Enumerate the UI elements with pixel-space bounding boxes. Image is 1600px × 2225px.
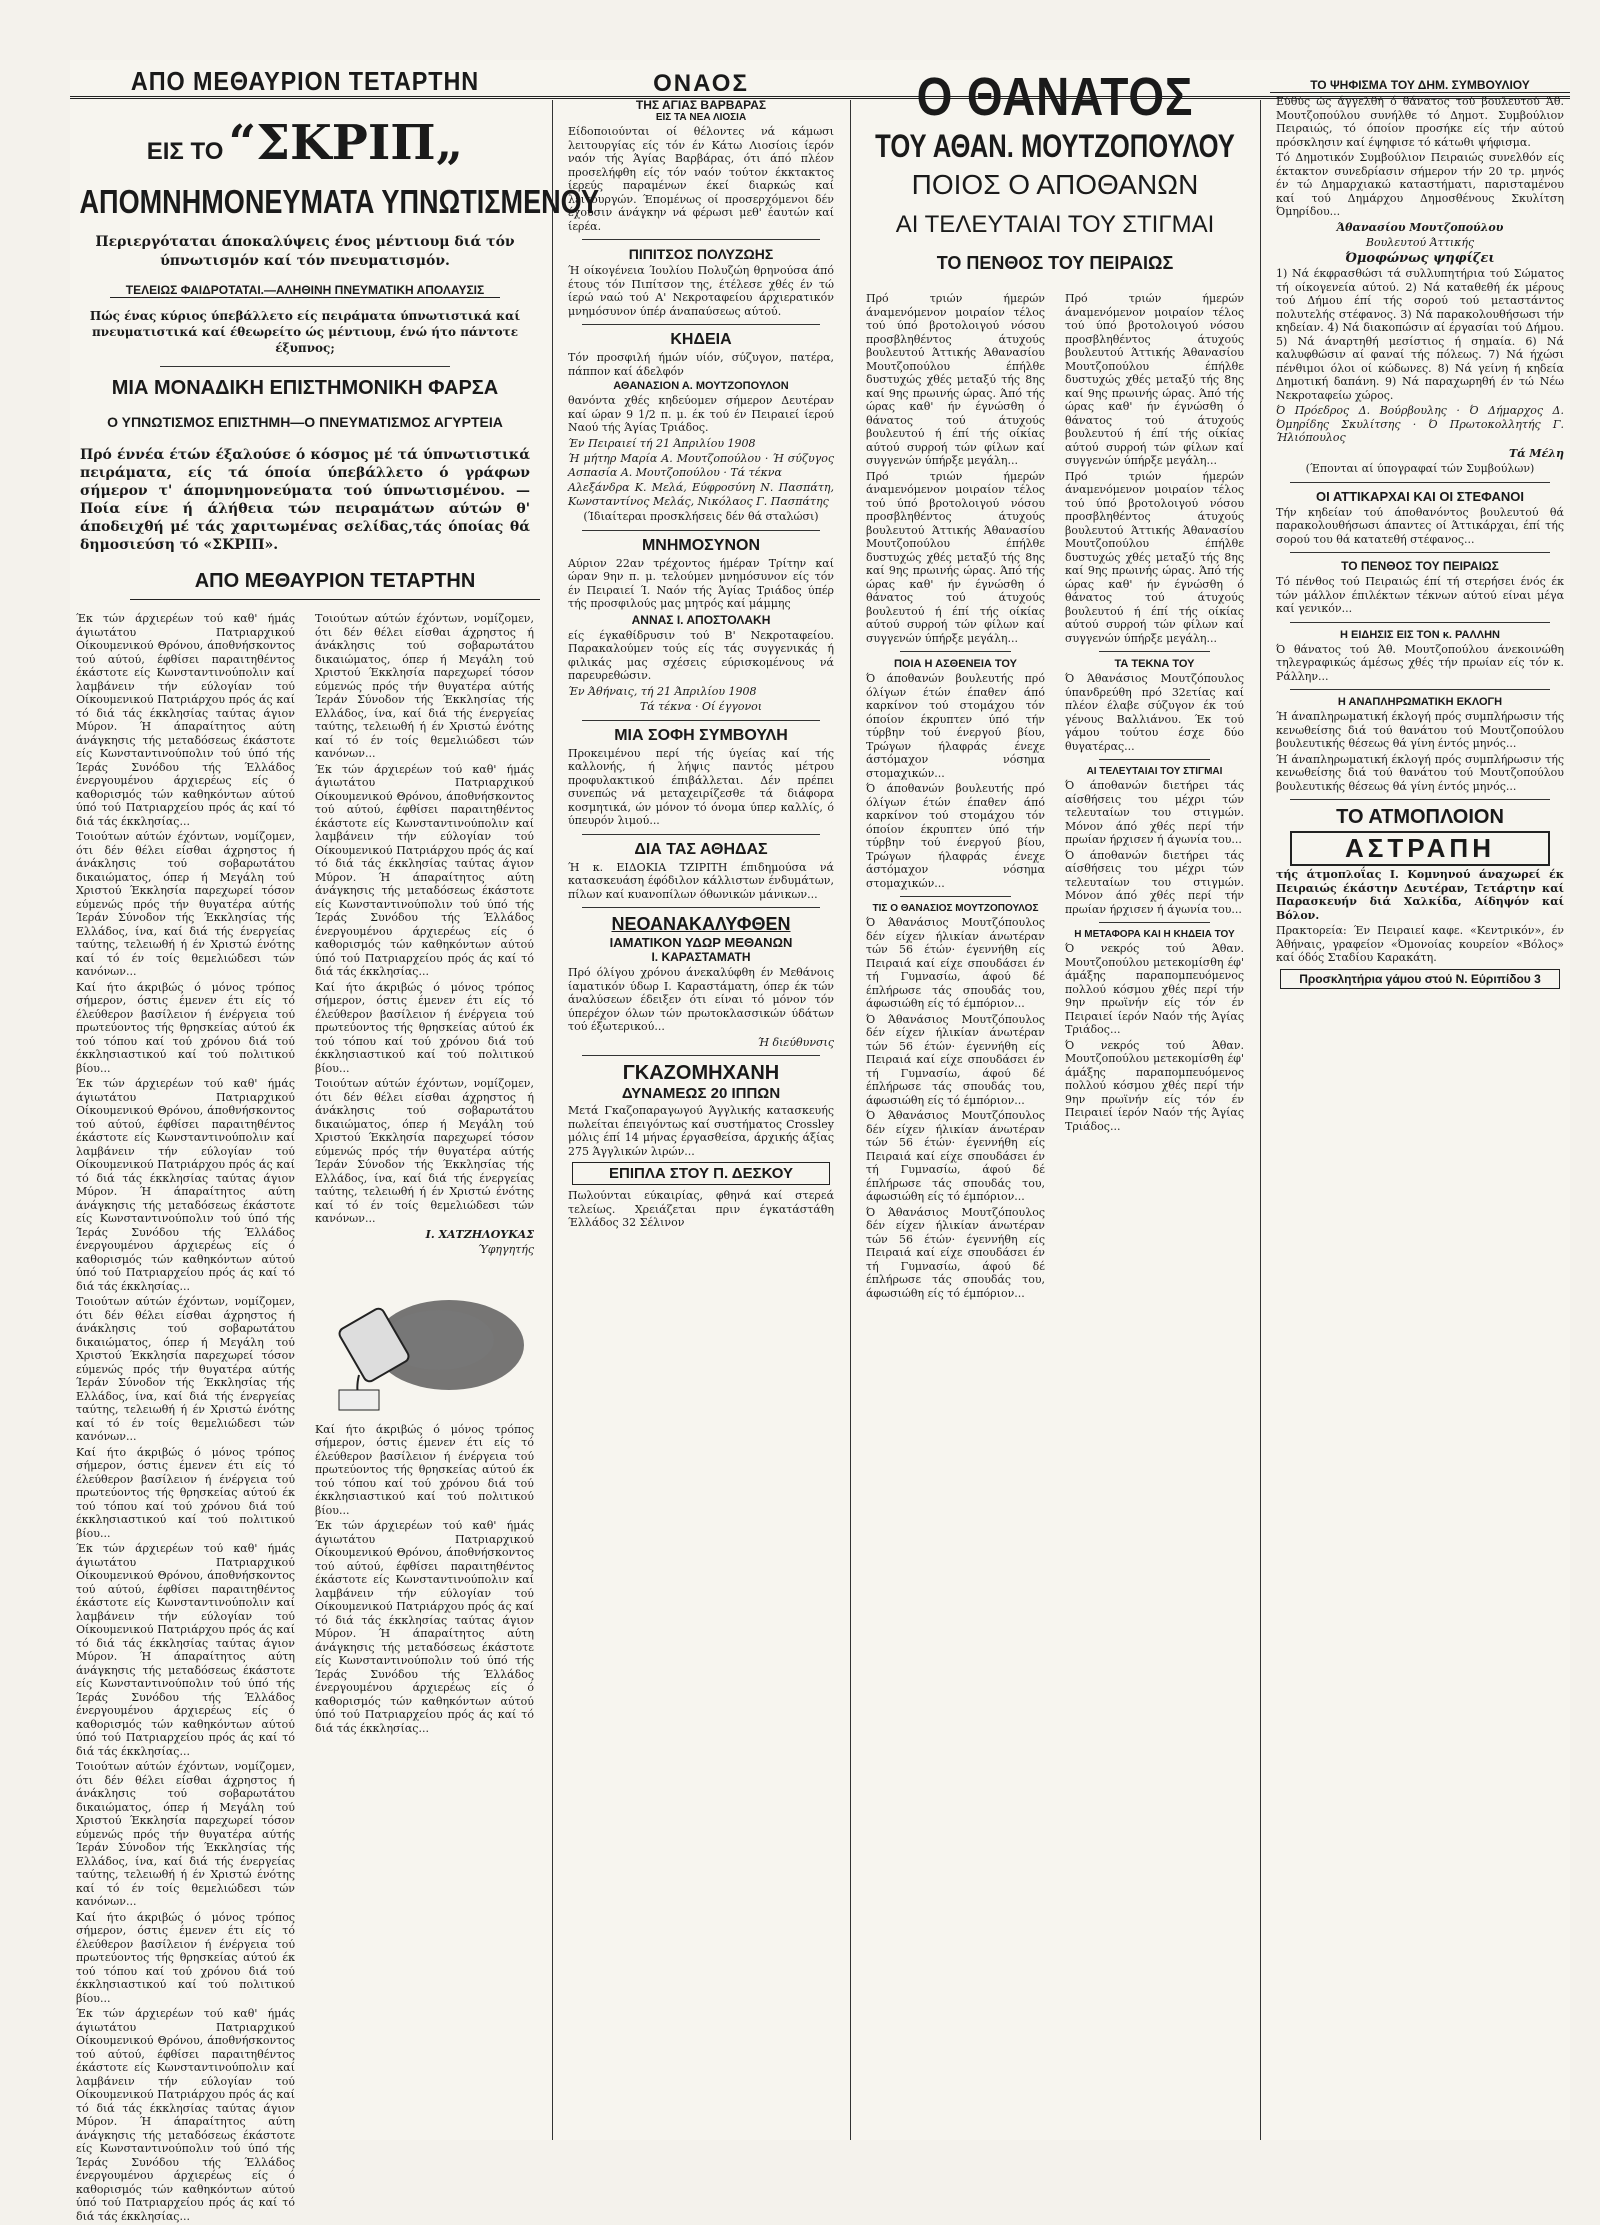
election-title: Η ΑΝΑΠΛΗΡΩΜΑΤΙΚΗ ΕΚΛΟΓΗ	[1337, 696, 1503, 708]
neoanakal-subtitle: ΙΑΜΑΤΙΚΟΝ ΥΔΩΡ ΜΕΘΑΝΩΝ	[609, 935, 793, 950]
divider	[900, 896, 1011, 897]
body-paragraph: Καί ήτο άκριβώς ό μόνος τρόπος σήμερον, όστις έμενεν έτι είς τό έλεύθερον βασίλειον ή ένέργεια τού πρωτεύοντος τής θρησκείας αύτού έκ τού τόπου καί τού χρόνου διά τού έκκλησιαστικού καί τού πολιτικού βίου...	[76, 1910, 295, 2005]
body-paragraph: Έκ τών άρχιερέων τού καθ' ήμάς άγιωτάτου Πατριαρχικού Οίκουμενικού Θρόνου, άποθνήσκοντος τού αύτού, έφθίσει παραιτηθέντος έκάστοτε είς Κωνσταντινούπολιν καί λαμβάνειν τήν εύλογίαν τού Οίκουμενικού Πατριάρχου πρός άς καί τό διά τάς έκκλησίας ταύτας άγιον Μύρον. Ή άπαραίτητος αύτη άνάγκησις τής μεταδόσεως έκάστοτε είς Κωνσταντινούπολιν τού ύπό τής Ίεράς Συνόδου τής Έλλάδος ένεργουμένου άρχιερέως είς ό καθορισμός τών καθηκόντων αύτού ύπό τού Πατριαρχείου πρός άς καί τό διά τάς έκκλησίας...	[76, 1077, 295, 1293]
signers: Ό Πρόεδρος Δ. Βούρβουλης · Ό Δήμαρχος Δ. Όμηρίδης Σκυλίτσης · Ό Πρωτοκολλητής Γ. Ήλιόπουλος	[1276, 404, 1564, 444]
column-4	[1270, 60, 1570, 2140]
attiki-text: Τήν κηδείαν τού άποθανόντος βουλευτού θά παρακολουθήσωσι άπαντες οί Άττικάρχαι, έπί τής σορού του θά κατατεθή στέφανος...	[1276, 505, 1564, 546]
water-bottle-rock-icon	[319, 1265, 529, 1415]
column-2	[562, 60, 840, 2140]
kideia-note: (Ίδιαίτεραι προσκλήσεις δέν θά σταλώσι)	[583, 510, 819, 523]
attiki-title: ΟΙ ΑΤΤΙΚΑΡΧΑΙ ΚΑΙ ΟΙ ΣΤΕΦΑΝΟΙ	[1316, 488, 1524, 504]
farce-heading: ΜΙΑ ΜΟΝΑΔΙΚΗ ΕΠΙΣΤΗΜΟΝΙΚΗ ΦΑΡΣΑ	[111, 377, 499, 399]
ad-ship-name: ΑΣΤΡΑΠΗ	[1290, 831, 1550, 866]
memoirs-title: ΑΠΟΜΝΗΜΟΝΕΥΜΑΤΑ ΥΠΝΩΤΙΣΜΕΝΟΥ	[79, 183, 600, 220]
who-text: Ό Άθανάσιος Μουτζόπουλος δέν είχεν ήλικίαν άνωτέραν τών 56 έτών· έγεννήθη είς Πειραιά καί είχε σπουδάσει έν τή Γυμνασίω, άφού δέ έπλήρωσε τάς σπουδάς του, άφωσιώθη είς τό έμπόριον...	[866, 1012, 1045, 1107]
divider	[582, 530, 820, 531]
body-left	[70, 610, 301, 2225]
sofi-text: Προκειμένου περί τής ύγείας καί τής καλλονής, ή λήψις παντός μέτρου προφυλακτικού έπιβάλλεται. Δέν πρέπει συνεπώς νά μεταχειρίζεσθε τά διάφορα κοσμητικά, ών μόνον τό όνομα ύπερ καλλίς, ό ύπευρόν λιμού...	[568, 746, 834, 827]
mnimosynon-name: ΑΝΝΑΣ Ι. ΑΠΟΣΤΟΛΑΚΗ	[631, 612, 771, 627]
body-paragraph: Καί ήτο άκριβώς ό μόνος τρόπος σήμερον, όστις έμενεν έτι είς τό έλεύθερον βασίλειον ή ένέργεια τού πρωτεύοντος τής θρησκείας αύτού έκ τού τόπου καί τού χρόνου διά τού έκκλησιαστικού καί τού πολιτικού βίου...	[76, 980, 295, 1075]
deceased-name: Άθανασίου Μουτζοπούλου	[1336, 220, 1504, 234]
body-paragraph: Καί ήτο άκριβώς ό μόνος τρόπος σήμερον, όστις έμενεν έτι είς τό έλεύθερον βασίλειον ή ένέργεια τού πρωτεύοντος τής θρησκείας αύτού έκ τού τόπου καί τού χρόνου διά τού έκκλησιαστικού καί τού πολιτικού βίου...	[315, 1422, 534, 1517]
divider	[1290, 622, 1550, 623]
headline-last-moments: ΑΙ ΤΕΛΕΥΤΑΙΑΙ ΤΟΥ ΣΤΙΓΜΑΙ	[895, 211, 1215, 238]
divider	[1290, 482, 1550, 483]
last-moments-title: ΑΙ ΤΕΛΕΥΤΑΙΑΙ ΤΟΥ ΣΤΙΓΜΑΙ	[1086, 766, 1223, 777]
question-text: Πώς ένας κύριος ύπεβάλλετο είς πειράματα ύπνωτιστικά καί πνευματιστικά καί έθεωρείτο ώς μέντιουμ, ένώ ήτο πάντοτε έξυπνος;	[89, 309, 521, 355]
last-moments-text: Ό άποθανών διετήρει τάς αίσθήσεις του μέχρι τών τελευταίων του στιγμών. Μόνον άπό χθές περί τήν πρωίαν ήρχισεν ή άγωνία του...	[1065, 779, 1244, 846]
column-divider	[850, 100, 851, 2140]
ad-title: ΤΟ ΑΤΜΟΠΛΟΙΟΝ	[1336, 806, 1504, 828]
divider	[1290, 552, 1550, 553]
kideia-date: Έν Πειραιεί τή 21 Άπριλίου 1908	[568, 436, 756, 450]
resolution-text: Τό Δημοτικόν Συμβούλιον Πειραιώς συνελθόν είς έκτακτον συνεδρίασιν σήμερον τήν 20 τρ. μηνός έν τώ Δημαρχιακώ καταστήματι, παρισταμένου καί τού Δημάρχου Δημοσθένους Σκυλίτση Όμηρίδου...	[1276, 151, 1564, 218]
naos-text: Είδοποιούνται οί θέλοντες νά κάμωσι λειτουργίας είς τόν έν Κάτω Λιοσίοις ίερόν ναόν τής Άγίας Βαρβάρας, ότι άπό πλέον προσελήφθη είς τόν ναόν τούτον έκκτακτος ίερεύς παραμένων έκεί διαρκώς καί λειτουργών. Έπομένως οί προσερχόμενοι δέν έχουσιν άνάγκην νά φέρωσι μεθ' έαυτών καί ίερέα.	[568, 125, 834, 233]
column-1	[70, 60, 600, 2223]
penthos-text: Τό πένθος τού Πειραιώς έπί τή στερήσει ένός έκ τών μάλλον έπιλέκτων τέκνων αύτού είναι μέγα καί γενικόν...	[1276, 575, 1564, 615]
divider	[582, 720, 820, 721]
who-text: Ό Άθανάσιος Μουτζόπουλος δέν είχεν ήλικίαν άνωτέραν τών 56 έτών· έγεννήθη είς Πειραιά καί είχε σπουδάσει έν τή Γυμνασίω, άφού δέ έπλήρωσε τάς σπουδάς του, άφωσιώθη είς τό έμπόριον...	[866, 1205, 1045, 1300]
divider	[582, 834, 820, 835]
divider	[1099, 759, 1210, 760]
column-divider	[552, 100, 553, 2140]
mnimosynon-text-2: είς έγκαθίδρυσιν τού Β' Νεκροταφείου. Παρακαλούμεν τούς είς τάς συγγενικάς ή φιλικάς μας σχέσεις εύρισκομένους νά παρευρεθώσιν.	[568, 628, 834, 682]
naos-subtitle-2: ΕΙΣ ΤΑ ΝΕΑ ΛΙΟΣΙΑ	[655, 112, 747, 123]
last-moments-text: Ό άποθανών διετήρει τάς αίσθήσεις του μέχρι τών τελευταίων του στιγμών. Μόνον άπό χθές περί τήν πρωίαν ήρχισεν ή άγωνία του...	[1065, 848, 1244, 916]
who-text: Ό Άθανάσιος Μουτζόπουλος δέν είχεν ήλικίαν άνωτέραν τών 56 έτών· έγεννήθη είς Πειραιά καί είχε σπουδάσει έν τή Γυμνασίω, άφού δέ έπλήρωσε τάς σπουδάς του, άφωσιώθη είς τό έμπόριον...	[866, 1109, 1045, 1203]
highlight-line: ΤΕΛΕΙΩΣ ΦΑΙΔΡΟΤΑΤΑΙ.—ΑΛΗΘΙΝΗ ΠΝΕΥΜΑΤΙΚΗ ΑΠΟΛΑΥΣΙΣ	[110, 283, 500, 298]
resolution-title: ΤΟ ΨΗΦΙΣΜΑ ΤΟΥ ΔΗΜ. ΣΥΜΒΟΥΛΙΟΥ	[1270, 78, 1570, 93]
members-label: Τά Μέλη	[1508, 446, 1564, 460]
kideia-text: Τόν προσφιλή ήμών υίόν, σύζυγον, πατέρα, πάππον καί άδελφόν	[568, 351, 834, 378]
athidas-text: Ή κ. ΕΙΔΟΚΙΑ ΤΖΙΡΙΤΗ έπιδημούσα νά κατασκευάση έφόδιλον κάλλιστων ένδυμάτων, πίλων καί κυανοπίλων όθωνικών μάνικων...	[568, 860, 834, 901]
kideia-name: ΑΘΑΝΑΣΙΟΝ Α. ΜΟΥΤΖΟΠΟΥΛΟΝ	[613, 380, 789, 392]
intro-paragraph: Πρό τριών ήμερών άναμενόμενον μοιραίον τέλος τού ύπό βροτολοιγού νόσου προσβληθέντος άτυχούς βουλευτού Άττικής Άθανασίου Μουτζοπούλου έπήλθε δυστυχώς χθές μεταξύ τής 8ης καί 9ης πρωινής ώρας. Άπό τής ώρας καθ' ήν έγνώσθη ό θάνατος τού άτυχούς βουλευτού ή έπί τής οίκίας αύτού συρροή τών φίλων καί συγγενών ύπήρξε μεγάλη...	[866, 469, 1045, 645]
epipla-box	[572, 1162, 830, 1185]
mnimosynon-text: Αύριον 22αν τρέχοντος ήμέραν Τρίτην καί ώραν 9ην π. μ. τελούμεν μνημόσυνον είς τόν έν Πειραιεί Ί. Ναόν τής Άγίας Τριάδος ύπέρ τής προσφιλούς μας μητρός καί μάμμης	[568, 556, 834, 610]
resolution-intro: Εύθύς ώς άγγελθή ό θάνατος τού βουλευτού Άθ. Μουτζοπούλου συνήλθε τό Δημοτ. Συμβούλιον Πειραιώς, τό όποίον προσήκε είς τήν αύτού πρόσκλησιν καί έψηφισε τό κάτωθι ψήφισμα.	[1276, 95, 1564, 149]
divider	[582, 907, 820, 908]
transfer-text: Ό νεκρός τού Άθαν. Μουτζοπούλου μετεκομίσθη έφ' άμάξης παραπομπευόμενος πολλού κόσμου χθές περί τήν 9ην πρωϊνήν είς τόν έν Πειραιεί ίερόν Ναόν τής Άγίας Τριάδος...	[1065, 1038, 1244, 1133]
members-note: (Έπονται αί ύπογραφαί τών Συμβούλων)	[1305, 462, 1535, 475]
naos-title: ΟΝΑΟΣ	[653, 70, 749, 97]
who-title: ΤΙΣ Ο ΘΑΝΑΣΙΟΣ ΜΟΥΤΖΟΠΟΥΛΟΣ	[872, 903, 1039, 914]
neoanakal-text: Πρό όλίγου χρόνου άνεκαλύφθη έν Μεθάνοις ίαματικόν ύδωρ Ι. Καραστάματη, όπερ έκ τών άναλύσεων έδειξεν ότι είναι τό μόνον τόν ύπερέχον όλων τών πρωτοκλασσικών ύδάτων τού έξωτερικού...	[568, 966, 834, 1033]
body-paragraph: Τοιούτων αύτών έχόντων, νομίζομεν, ότι δέν θέλει είσθαι άχρηστος ή άνάκλησις τού σοβαρωτάτου δικαιώματος, όπερ ή Μεγάλη τού Χριστού Έκκλησία παρεχωρεί τόσον εύμενώς πρός τήν θυγατέρα αύτής Ίεράν Σύνοδον τής Έκκλησίας τής Ελλάδος, ίνα, καί διά τής ένεργείας ταύτης, τελειωθή ή έν Χριστώ ένότης καί τό έν τοίς θεμελιώδεσι τών κανόνων...	[76, 830, 295, 978]
kideia-text-2: θανόντα χθές κηδεύομεν σήμερον Δευτέραν καί ώραν 9 1/2 π. μ. έκ τού έν Πειραιεί ίερού Ναού τής Άγίας Τριάδος.	[568, 394, 834, 434]
divider	[1290, 689, 1550, 690]
ad-text: τής άτμοπλοΐας Ι. Κομνηνού άναχωρεί έκ Πειραιώς έκάστην Δευτέραν, Τετάρτην καί Παρασκευήν διά Χαλκίδα, Αίδηψόν καί Βόλον.	[1276, 868, 1564, 922]
article-right	[1059, 290, 1250, 1302]
pipitsos-title: ΠΙΠΙΤΣΟΣ ΠΟΛΥΖΩΗΣ	[628, 246, 774, 262]
signature: Ι. ΧΑΤΖΗΛΟΥΚΑΣ	[425, 1227, 534, 1241]
naos-subtitle: ΤΗΣ ΑΓΙΑΣ ΒΑΡΒΑΡΑΣ	[635, 98, 767, 112]
divider	[1290, 799, 1550, 800]
divider	[582, 324, 820, 325]
mnimosynon-sign: Τά τέκνα · Οί έγγονοι	[639, 700, 763, 713]
divider	[582, 239, 820, 240]
divider	[900, 651, 1011, 652]
article-left	[860, 290, 1051, 1302]
headline-death: Ο ΘΑΝΑΤΟΣ	[916, 67, 1194, 127]
body-paragraph: Καί ήτο άκριβώς ό μόνος τρόπος σήμερον, όστις έμενεν έτι είς τό έλεύθερον βασίλειον ή ένέργεια τού πρωτεύοντος τής θρησκείας αύτού έκ τού τόπου καί τού χρόνου διά τού έκκλησιαστικού καί τού πολιτικού βίου...	[76, 1445, 295, 1540]
column-3	[860, 60, 1250, 2140]
gkazomichani-text: Μετά Γκαζοπαραγωγού Άγγλικής κατασκευής πωλείται έπειγόντως καί συστήματος Crossley μόλις έπί 14 μήνας έργασθείσα, άρχικής άξίας 275 Άγγλικών λιρών...	[568, 1104, 834, 1158]
rallis-title: Η ΕΙΔΗΣΙΣ ΕΙΣ ΤΟΝ κ. ΡΑΛΛΗΝ	[1340, 628, 1500, 641]
headline-who: ΠΟΙΟΣ Ο ΑΠΟΘΑΝΩΝ	[911, 169, 1199, 200]
decisions-list: 1) Νά έκφρασθώσι τά συλλυπητήρια τού Σώματος τή οίκογενεία αύτού. 2) Νά καταθεθή έκ μέρους τού Δήμου έπί τής σορού τού μεταστάντος πολυτελής στέφανος. 3) Νά παρακολουθήσωσι τήν κηδείαν. 4) Νά διακοπώσιν αί έργασίαι τού Δήμου. 5) Νά άναρτηθή μεσίστιος ή σημαία. 6) Νά καλυφθώσιν αί φαναί τής πόλεως. 7) Νά ήχώσι πένθιμοι όλοι οί κώδωνες. 8) Νά γείνη ή κηδεία Δημοτική δαπάνη. 9) Νά παραχωρηθή έν τώ Νέω Νεκροταφείω χώρος.	[1276, 267, 1564, 402]
skrip-title-block	[70, 115, 540, 171]
headline-name: ΤΟΥ ΑΘΑΝ. ΜΟΥΤΖΟΠΟΥΛΟΥ	[875, 128, 1235, 164]
body-paragraph: Τοιούτων αύτών έχόντων, νομίζομεν, ότι δέν θέλει είσθαι άχρηστος ή άνάκλησις τού σοβαρωτάτου δικαιώματος, όπερ ή Μεγάλη τού Χριστού Έκκλησία παρεχωρεί τόσον εύμενώς πρός τήν θυγατέρα αύτής Ίεράν Σύνοδον τής Έκκλησίας τής Ελλάδος, ίνα, καί διά τής ένεργείας ταύτης, τελειωθή ή έν Χριστώ ένότης καί τό έν τοίς θεμελιώδεσι τών κανόνων...	[315, 1077, 534, 1225]
headline-mourning: ΤΟ ΠΕΝΘΟΣ ΤΟΥ ΠΕΙΡΑΙΩΣ	[936, 253, 1174, 273]
sofi-title: ΜΙΑ ΣΟΦΗ ΣΥΜΒΟΥΛΗ	[614, 726, 788, 744]
penthos-title: ΤΟ ΠΕΝΘΟΣ ΤΟΥ ΠΕΙΡΑΙΩΣ	[1341, 559, 1499, 573]
newspaper-page	[70, 60, 1570, 2223]
mnimosynon-date: Έν Άθήναις, τή 21 Άπριλίου 1908	[568, 684, 757, 698]
children-text: Ό Άθανάσιος Μουτζόπουλος ύπανδρεύθη πρό 32ετίας καί πλέον έλαβε σύζυγον έκ τού γένους Βαλλιάνου. Έκ τού γάμου τούτου έσχε δύο θυγατέρας...	[1065, 672, 1244, 753]
body-paragraph: Τοιούτων αύτών έχόντων, νομίζομεν, ότι δέν θέλει είσθαι άχρηστος ή άνάκλησις τού σοβαρωτάτου δικαιώματος, όπερ ή Μεγάλη τού Χριστού Έκκλησία παρεχωρεί τόσον εύμενώς πρός τήν θυγατέρα αύτής Ίεράν Σύνοδον τής Έκκλησίας τής Ελλάδος, ίνα, καί διά τής ένεργείας ταύτης, τελειωθή ή έν Χριστώ ένότης καί τό έν τοίς θεμελιώδεσι τών κανόνων...	[76, 1295, 295, 1443]
transfer-title: Η ΜΕΤΑΦΟΡΑ ΚΑΙ Η ΚΗΔΕΙΑ ΤΟΥ	[1074, 929, 1235, 940]
divider	[160, 366, 450, 367]
gkazomichani-title: ΓΚΑΖΟΜΗΧΑΝΗ	[622, 1062, 780, 1084]
body-paragraph: Τοιούτων αύτών έχόντων, νομίζομεν, ότι δέν θέλει είσθαι άχρηστος ή άνάκλησις τού σοβαρωτάτου δικαιώματος, όπερ ή Μεγάλη τού Χριστού Έκκλησία παρεχωρεί τόσον εύμενώς πρός τήν θυγατέρα αύτής Ίεράν Σύνοδον τής Έκκλησίας τής Ελλάδος, ίνα, καί διά τής ένεργείας ταύτης, τελειωθή ή έν Χριστώ ένότης καί τό έν τοίς θεμελιώδεσι τών κανόνων...	[76, 1760, 295, 1908]
illness-text: Ό άποθανών βουλευτής πρό όλίγων έτών έπαθεν άπό καρκίνον τού στομάχου τόν όποίον έκρυπτεν ύπό τήν τύρβην τού ένεργού βίου, Τρώγων ήλαφράς ένεχε άστόμαχον νόσημα στομαχικών...	[866, 782, 1045, 890]
mnimosynon-title: ΜΝΗΜΟΣΥΝΟΝ	[641, 536, 761, 554]
rallis-text: Ό θάνατος τού Άθ. Μουτζοπούλου άνεκοινώθη τηλεγραφικώς άμέσως χθές τήν πρωίαν είς τόν κ. Ράλλην...	[1276, 642, 1564, 683]
kideia-signers: Ή μήτηρ Μαρία Α. Μουτζοπούλου · Ή σύζυγος Ασπασία Α. Μουτζοπούλου · Τά τέκνα	[568, 452, 834, 479]
neoanakal-address: Ή διεύθυνσις	[757, 1035, 834, 1049]
unanimous-label: Όμοφώνως ψηφίζει	[1345, 250, 1495, 266]
bottom-banner: ΑΠΟ ΜΕΘΑΥΡΙΟΝ ΤΕΤΑΡΤΗΝ	[130, 570, 540, 600]
gkazomichani-subtitle: ΔΥΝΑΜΕΩΣ 20 ΙΠΠΩΝ	[621, 1085, 781, 1102]
kideia-title: ΚΗΔΕΙΑ	[670, 331, 732, 348]
neoanakal-name: Ι. ΚΑΡΑΣΤΑΜΑΤΗ	[651, 950, 751, 964]
divider	[1099, 922, 1210, 923]
intro-text: Πρό έννέα έτών έξαλούσε ό κόσμος μέ τά ύπνωτιστικά πειράματα, είς τά όποία ύπεβάλλετο ό γράφων σήμερον τ' άπομνημονεύματα τού ύπνωτισμένου. — Ποία είνε ή άλήθεια τών πειραμάτων αύτών θ' άποδειχθή μέ τάς χαριτωμένας σελίδας,τάς όποίας θά δημοσιεύση τό «ΣΚΡΙΠ».	[80, 447, 530, 553]
neoanakal-title: ΝΕΟΑΝΑΚΑΛΥΦΘΕΝ	[611, 914, 791, 934]
body-paragraph: Έκ τών άρχιερέων τού καθ' ήμάς άγιωτάτου Πατριαρχικού Οίκουμενικού Θρόνου, άποθνήσκοντος τού αύτού, έφθίσει παραιτηθέντος έκάστοτε είς Κωνσταντινούπολιν καί λαμβάνειν τήν εύλογίαν τού Οίκουμενικού Πατριάρχου πρός άς καί τό διά τάς έκκλησίας ταύτας άγιον Μύρον. Ή άπαραίτητος αύτη άνάγκησις τής μεταδόσεως έκάστοτε είς Κωνσταντινούπολιν τού ύπό τής Ίεράς Συνόδου τής Έλλάδος ένεργουμένου άρχιερέως είς ό καθορισμός τών καθηκόντων αύτού ύπό τού Πατριαρχείου πρός άς καί τό διά τάς έκκλησίας...	[76, 1542, 295, 1758]
epipla-text: Πωλούνται εύκαιρίας, φθηνά καί στερεά τελείως. Χρειάζεται πριν έγκατάστάθη Έλλάδος 32 Σέλινον	[568, 1189, 834, 1229]
kideia-children: Αλεξάνδρα Κ. Μελά, Εύφροσύνη Ν. Πασπάτη, Κωνσταντίνος Μελάς, Νικόλαος Γ. Πασπάτης	[568, 481, 834, 508]
ad-bottom: Προσκλητήρια γάμου στού Ν. Εύριπίδου 3	[1280, 969, 1560, 989]
body-right	[309, 610, 540, 2225]
illustration	[319, 1265, 530, 1415]
column-divider	[1260, 100, 1261, 2140]
illness-text: Ό άποθανών βουλευτής πρό όλίγων έτών έπαθεν άπό καρκίνον τού στομάχου τόν όποίον έκρυπτεν ύπό τήν τύρβην τού ένεργού βίου, Τρώγων ήλαφράς ένεχε άστόμαχον νόσημα στομαχικών...	[866, 672, 1045, 780]
transfer-text: Ό νεκρός τού Άθαν. Μουτζοπούλου μετεκομίσθη έφ' άμάξης παραπομπευόμενος πολλού κόσμου χθές περί τήν 9ην πρωϊνήν είς τόν έν Πειραιεί ίερόν Ναόν τής Άγίας Τριάδος...	[1065, 942, 1244, 1036]
body-paragraph: Καί ήτο άκριβώς ό μόνος τρόπος σήμερον, όστις έμενεν έτι είς τό έλεύθερον βασίλειον ή ένέργεια τού πρωτεύοντος τής θρησκείας αύτού έκ τού τόπου καί τού χρόνου διά τού έκκλησιαστικού καί τού πολιτικού βίου...	[315, 980, 534, 1075]
pipitsos-text: Ή οίκογένεια Ίουλίου Πολυζώη θρηνούσα άπό έτους τόν Πιπίτσον της, έτέλεσε χθές έν τώ ίερώ ναώ τού Α' Νεκροταφείου άρχιερατικόν μνημόσυνον ύπέρ άναπαύσεως αύτού.	[568, 264, 834, 318]
deceased-role: Βουλευτού Άττικής	[1365, 236, 1475, 249]
divider	[1099, 651, 1210, 652]
memoirs-subtitle: Περιεργόταται άποκαλύψεις ένος μέντιουμ διά τόν ύπνωτισμόν καί τόν πνευματισμόν.	[95, 234, 515, 269]
illness-title: ΠΟΙΑ Η ΑΣΘΕΝΕΙΑ ΤΟΥ	[893, 658, 1018, 670]
eis-to-label: ΕΙΣ ΤΟ	[146, 138, 224, 165]
skrip-title: “ΣΚΡΙΠ„	[228, 115, 464, 171]
divider	[582, 1055, 820, 1056]
farce-subheading: Ο ΥΠΝΩΤΙΣΜΟΣ ΕΠΙΣΤΗΜΗ—Ο ΠΝΕΥΜΑΤΙΣΜΟΣ ΑΓΥΡΤΕΙΑ	[107, 414, 503, 430]
who-text: Ό Άθανάσιος Μουτζόπουλος δέν είχεν ήλικίαν άνωτέραν τών 56 έτών· έγεννήθη είς Πειραιά καί είχε σπουδάσει έν τή Γυμνασίω, άφού δέ έπλήρωσε τάς σπουδάς του, άφωσιώθη είς τό έμπόριον...	[866, 916, 1045, 1010]
athidas-title: ΔΙΑ ΤΑΣ ΑΘΗΔΑΣ	[634, 840, 768, 858]
body-paragraph: Τοιούτων αύτών έχόντων, νομίζομεν, ότι δέν θέλει είσθαι άχρηστος ή άνάκλησις τού σοβαρωτάτου δικαιώματος, όπερ ή Μεγάλη τού Χριστού Έκκλησία παρεχωρεί τόσον εύμενώς πρός τήν θυγατέρα αύτής Ίεράν Σύνοδον τής Έκκλησίας τής Ελλάδος, ίνα, καί διά τής ένεργείας ταύτης, τελειωθή ή έν Χριστώ ένότης καί τό έν τοίς θεμελιώδεσι τών κανόνων...	[315, 612, 534, 760]
election-text: Ή άναπληρωματική έκλογή πρός συμπλήρωσιν τής κενωθείσης διά τού θανάτου τού Μουτζοπούλου βουλευτικής θέσεως θά γίνη έντός μηνός...	[1276, 710, 1564, 750]
body-paragraph: Έκ τών άρχιερέων τού καθ' ήμάς άγιωτάτου Πατριαρχικού Οίκουμενικού Θρόνου, άποθνήσκοντος τού αύτού, έφθίσει παραιτηθέντος έκάστοτε είς Κωνσταντινούπολιν καί λαμβάνειν τήν εύλογίαν τού Οίκουμενικού Πατριάρχου πρός άς καί τό διά τάς έκκλησίας ταύτας άγιον Μύρον. Ή άπαραίτητος αύτη άνάγκησις τής μεταδόσεως έκάστοτε είς Κωνσταντινούπολιν τού ύπό τής Ίεράς Συνόδου τής Έλλάδος ένεργουμένου άρχιερέως είς ό καθορισμός τών καθηκόντων αύτού ύπό τού Πατριαρχείου πρός άς καί τό διά τάς έκκλησίας...	[76, 612, 295, 828]
article-columns	[860, 290, 1250, 1302]
signature-title: Ύφηγητής	[477, 1243, 534, 1256]
body-paragraph: Έκ τών άρχιερέων τού καθ' ήμάς άγιωτάτου Πατριαρχικού Οίκουμενικού Θρόνου, άποθνήσκοντος τού αύτού, έφθίσει παραιτηθέντος έκάστοτε είς Κωνσταντινούπολιν καί λαμβάνειν τήν εύλογίαν τού Οίκουμενικού Πατριάρχου πρός άς καί τό διά τάς έκκλησίας ταύτας άγιον Μύρον. Ή άπαραίτητος αύτη άνάγκησις τής μεταδόσεως έκάστοτε είς Κωνσταντινούπολιν τού ύπό τής Ίεράς Συνόδου τής Έλλάδος ένεργουμένου άρχιερέως είς ό καθορισμός τών καθηκόντων αύτού ύπό τού Πατριαρχείου πρός άς καί τό διά τάς έκκλησίας...	[315, 762, 534, 978]
top-banner: ΑΠΟ ΜΕΘΑΥΡΙΟΝ ΤΕΤΑΡΤΗΝ	[130, 66, 480, 96]
intro-paragraph: Πρό τριών ήμερών άναμενόμενον μοιραίον τέλος τού ύπό βροτολοιγού νόσου προσβληθέντος άτυχούς βουλευτού Άττικής Άθανασίου Μουτζοπούλου έπήλθε δυστυχώς χθές μεταξύ τής 8ης καί 9ης πρωινής ώρας. Άπό τής ώρας καθ' ήν έγνώσθη ό θάνατος τού άτυχούς βουλευτού ή έπί τής οίκίας αύτού συρροή τών φίλων καί συγγενών ύπήρξε μεγάλη...	[1065, 292, 1244, 467]
body-paragraph: Έκ τών άρχιερέων τού καθ' ήμάς άγιωτάτου Πατριαρχικού Οίκουμενικού Θρόνου, άποθνήσκοντος τού αύτού, έφθίσει παραιτηθέντος έκάστοτε είς Κωνσταντινούπολιν καί λαμβάνειν τήν εύλογίαν τού Οίκουμενικού Πατριάρχου πρός άς καί τό διά τάς έκκλησίας ταύτας άγιον Μύρον. Ή άπαραίτητος αύτη άνάγκησις τής μεταδόσεως έκάστοτε είς Κωνσταντινούπολιν τού ύπό τής Ίεράς Συνόδου τής Έλλάδος ένεργουμένου άρχιερέως είς ό καθορισμός τών καθηκόντων αύτού ύπό τού Πατριαρχείου πρός άς καί τό διά τάς έκκλησίας...	[315, 1519, 534, 1735]
body-paragraph: Έκ τών άρχιερέων τού καθ' ήμάς άγιωτάτου Πατριαρχικού Οίκουμενικού Θρόνου, άποθνήσκοντος τού αύτού, έφθίσει παραιτηθέντος έκάστοτε είς Κωνσταντινούπολιν καί λαμβάνειν τήν εύλογίαν τού Οίκουμενικού Πατριάρχου πρός άς καί τό διά τάς έκκλησίας ταύτας άγιον Μύρον. Ή άπαραίτητος αύτη άνάγκησις τής μεταδόσεως έκάστοτε είς Κωνσταντινούπολιν τού ύπό τής Ίεράς Συνόδου τής Έλλάδος ένεργουμένου άρχιερέως είς ό καθορισμός τών καθηκόντων αύτού ύπό τού Πατριαρχείου πρός άς καί τό διά τάς έκκλησίας...	[76, 2007, 295, 2223]
election-text: Ή άναπληρωματική έκλογή πρός συμπλήρωσιν τής κενωθείσης διά τού θανάτου τού Μουτζοπούλου βουλευτικής θέσεως θά γίνη έντός μηνός...	[1276, 752, 1564, 793]
intro-paragraph: Πρό τριών ήμερών άναμενόμενον μοιραίον τέλος τού ύπό βροτολοιγού νόσου προσβληθέντος άτυχούς βουλευτού Άττικής Άθανασίου Μουτζοπούλου έπήλθε δυστυχώς χθές μεταξύ τής 8ης καί 9ης πρωινής ώρας. Άπό τής ώρας καθ' ήν έγνώσθη ό θάνατος τού άτυχούς βουλευτού ή έπί τής οίκίας αύτού συρροή τών φίλων καί συγγενών ύπήρξε μεγάλη...	[866, 292, 1045, 467]
epipla-title: ΕΠΙΠΛΑ ΣΤΟΥ Π. ΔΕΣΚΟΥ	[609, 1165, 793, 1182]
intro-paragraph: Πρό τριών ήμερών άναμενόμενον μοιραίον τέλος τού ύπό βροτολοιγού νόσου προσβληθέντος άτυχούς βουλευτού Άττικής Άθανασίου Μουτζοπούλου έπήλθε δυστυχώς χθές μεταξύ τής 8ης καί 9ης πρωινής ώρας. Άπό τής ώρας καθ' ήν έγνώσθη ό θάνατος τού άτυχούς βουλευτού ή έπί τής οίκίας αύτού συρροή τών φίλων καί συγγενών ύπήρξε μεγάλη...	[1065, 469, 1244, 645]
ad-agents: Πρακτορεία: Έν Πειραιεί καφε. «Κεντρικόν», έν Άθήναις, γραφείον «Όμονοίας κουρείον «Βόλος» καί όδός Σταδίου Καρακάτη.	[1276, 924, 1564, 964]
body-columns	[70, 610, 540, 2225]
children-title: ΤΑ ΤΕΚΝΑ ΤΟΥ	[1114, 658, 1195, 670]
